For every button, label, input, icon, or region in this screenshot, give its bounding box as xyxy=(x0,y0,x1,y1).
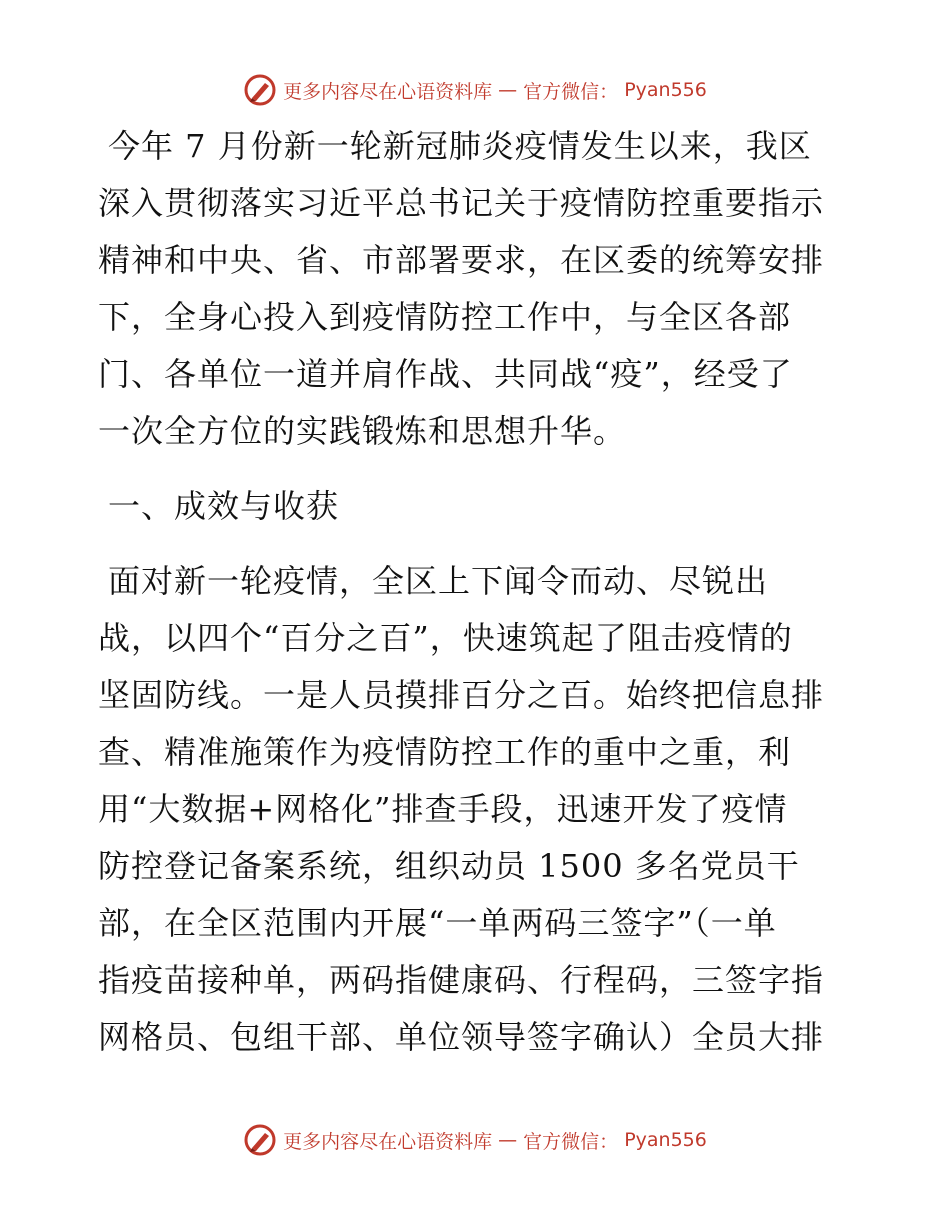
watermark-prefix: 更多内容尽在心语资料库 xyxy=(283,1130,493,1153)
text-line: 门、各单位一道并肩作战、共同战“疫”，经受了 xyxy=(98,355,793,393)
text-line: 下，全身心投入到疫情防控工作中，与全区各部 xyxy=(98,298,792,336)
watermark-separator: — xyxy=(498,1129,518,1151)
text-line: 面对新一轮疫情，全区上下闻令而动、尽锐出 xyxy=(108,562,769,600)
document-body xyxy=(98,118,858,1066)
text-line: 坚固防线。一是人员摸排百分之百。始终把信息排 xyxy=(98,676,825,714)
watermark-id: Pyan556 xyxy=(624,79,707,101)
watermark-separator: — xyxy=(498,79,518,101)
text-line: 用“大数据+网格化”排查手段，迅速开发了疫情 xyxy=(98,790,788,828)
text-line: 一次全方位的实践锻炼和思想升华。 xyxy=(98,412,627,450)
text-line: 深入贯彻落实习近平总书记关于疫情防控重要指示 xyxy=(98,184,825,222)
watermark-label: 官方微信： xyxy=(523,80,619,103)
text-line: 指疫苗接种单，两码指健康码、行程码，三签字指 xyxy=(98,961,825,999)
text-line: 战，以四个“百分之百”，快速筑起了阻击疫情的 xyxy=(98,619,793,657)
text-line: 网格员、包组干部、单位领导签字确认）全员大排 xyxy=(98,1018,825,1056)
pen-logo-icon xyxy=(243,1123,277,1157)
text-line: 精神和中央、省、市部署要求，在区委的统筹安排 xyxy=(98,241,825,279)
intro-paragraph xyxy=(98,118,858,460)
section-paragraph xyxy=(98,553,858,1066)
text-line: 今年 7 月份新一轮新冠肺炎疫情发生以来，我区 xyxy=(108,127,812,165)
watermark-label: 官方微信： xyxy=(523,1130,619,1153)
footer-watermark xyxy=(0,1120,950,1160)
watermark-prefix: 更多内容尽在心语资料库 xyxy=(283,80,493,103)
pen-logo-icon xyxy=(243,73,277,107)
section-heading: 一、成效与收获 xyxy=(108,487,340,525)
watermark-id: Pyan556 xyxy=(624,1129,707,1151)
text-line: 部，在全区范围内开展“一单两码三签字”（一单 xyxy=(98,904,777,942)
header-watermark xyxy=(0,70,950,110)
text-line: 查、精准施策作为疫情防控工作的重中之重，利 xyxy=(98,733,792,771)
text-line: 防控登记备案系统，组织动员 1500 多名党员干 xyxy=(98,847,800,885)
